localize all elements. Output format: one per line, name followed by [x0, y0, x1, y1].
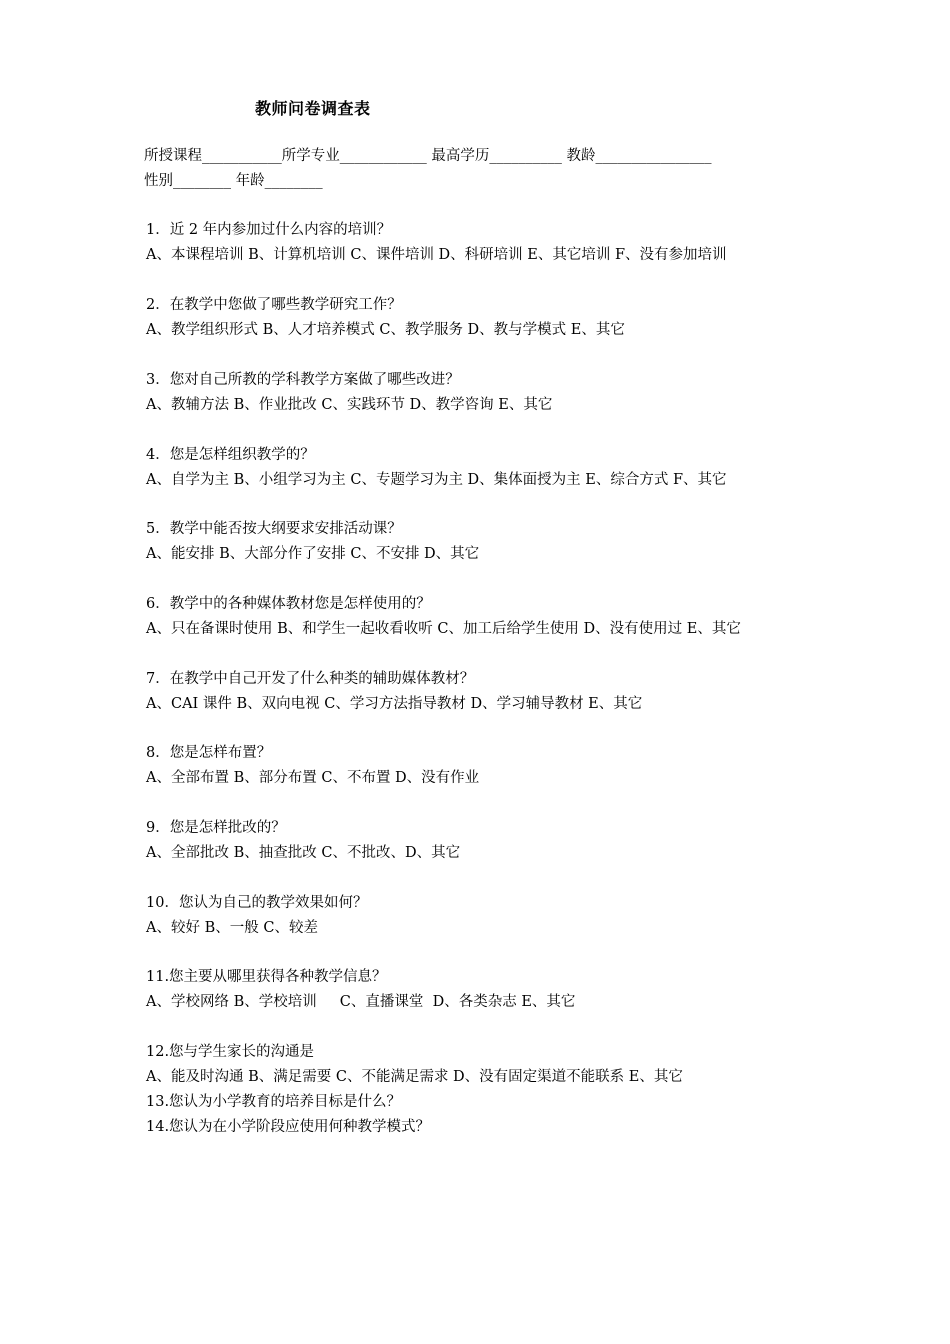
question-12: 12.您与学生家长的沟通是 — [146, 1044, 315, 1060]
question-13: 13.您认为小学教育的培养目标是什么？ — [146, 1094, 402, 1110]
answer-7: A、CAI 课件 B、双向电视 C、学习方法指导教材 D、学习辅导教材 E、其它 — [146, 696, 643, 712]
question-8: 8．您是怎样布置？ — [146, 745, 272, 761]
question-3: 3．您对自己所教的学科教学方案做了哪些改进？ — [146, 372, 460, 388]
answer-10: A、较好 B、一般 C、较差 — [146, 920, 318, 936]
answer-4: A、自学为主 B、小组学习为主 C、专题学习为主 D、集体面授为主 E、综合方式 F、其它 — [146, 472, 727, 488]
answer-12: A、能及时沟通 B、满足需要 C、不能满足需求 D、没有固定渠道不能联系 E、其它 — [146, 1069, 683, 1085]
question-5: 5．教学中能否按大纲要求安排活动课？ — [146, 521, 402, 537]
page-title: 教师问卷调查表 — [255, 99, 371, 118]
answer-11: A、学校网络 B、学校培训 C、直播课堂 D、各类杂志 E、其它 — [146, 994, 576, 1010]
question-7: 7．在教学中自己开发了什么种类的辅助媒体教材？ — [146, 671, 475, 687]
answer-1: A、本课程培训 B、计算机培训 C、课件培训 D、科研培训 E、其它培训 F、没有参加培训 — [146, 247, 727, 263]
question-4: 4．您是怎样组织教学的？ — [146, 447, 315, 463]
answer-3: A、教辅方法 B、作业批改 C、实践环节 D、教学咨询 E、其它 — [146, 397, 553, 413]
answer-9: A、全部批改 B、抽查批改 C、不批改、D、其它 — [146, 845, 461, 861]
question-1: 1．近 2 年内参加过什么内容的培训？ — [146, 222, 392, 238]
answer-2: A、教学组织形式 B、人才培养模式 C、教学服务 D、教与学模式 E、其它 — [146, 322, 625, 338]
answer-5: A、能安排 B、大部分作了安排 C、不安排 D、其它 — [146, 546, 480, 562]
answer-6: A、只在备课时使用 B、和学生一起收看收听 C、加工后给学生使用 D、没有使用过 E、其它 — [146, 621, 741, 637]
info-line-2: 性别________ 年龄________ — [144, 173, 323, 189]
question-11: 11.您主要从哪里获得各种教学信息？ — [146, 969, 387, 985]
info-line-1: 所授课程___________所学专业____________ 最高学历__________ 教龄________________ — [144, 148, 712, 164]
question-14: 14.您认为在小学阶段应使用何种教学模式？ — [146, 1119, 431, 1135]
question-2: 2．在教学中您做了哪些教学研究工作？ — [146, 297, 402, 313]
question-6: 6．教学中的各种媒体教材您是怎样使用的？ — [146, 596, 431, 612]
answer-8: A、全部布置 B、部分布置 C、不布置 D、没有作业 — [146, 770, 480, 786]
question-10: 10．您认为自己的教学效果如何？ — [146, 895, 368, 911]
question-9: 9．您是怎样批改的？ — [146, 820, 286, 836]
